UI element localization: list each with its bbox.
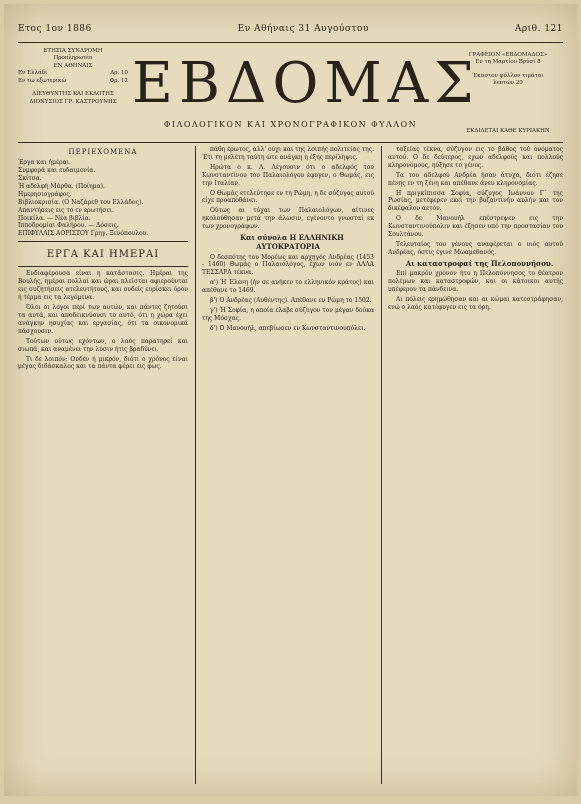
price-note: Έκαστον φύλλον τιμάται — [472, 72, 544, 79]
paragraph: ταξείας τέκνα, σύζυγον εις το βάθος τού ονόματος αυτού. Ο δε δεύτερος, εχων αδελφούς και πολλούς κληρονόμους, ηύξησε το γένος. — [388, 146, 563, 169]
paragraph: Όλοι οι λόγοι περί των αυτών, και πάντες ζητούσι τα αυτά, και αποδεικνύουσι το αυτό, ότι η χώρα έχει ανάγκην ησυχίας και εργασίας, ότι τα οικονομικά πάσχουσιν. — [18, 304, 188, 335]
masthead-title: ΕΒΔΟΜΑΣ — [132, 51, 480, 116]
list-item: Απαντήσεις εις το εν ερωτήσει. — [18, 206, 114, 214]
contents-title: ΠΕΡΙΕΧΟΜΕΝΑ — [68, 148, 138, 156]
paragraph: Ο δε Μανουήλ επέστρεψεν εις την Κωνσταντινούπολιν και έζησεν υπό την προστασίαν του Σουλτάνου. — [388, 215, 563, 239]
subscription-box — [18, 48, 128, 106]
paragraph: Επί μακρόν χρόνον ήτο η Πελοπόννησος το θέατρον πολέμων και καταστροφών, και οι κάτοικοι αυτής υπέφερον τα πάνδεινα. — [388, 270, 563, 293]
section-title: Και σύνολα Η ΕΛΛΗΝΙΚΗ ΑΥΤΟΚΡΑΤΟΡΙΑ — [240, 233, 344, 252]
paragraph: Τι δε λοιπόν; Ουδέν ή μικρόν, διότι ο χρόνος είναι μέγας διδάσκαλος και τα πάντα φέρει εις φως. — [18, 355, 188, 371]
paragraph: Ενδιαφέρουσα είναι η κατάστασις. Ημέραι της Βουλής, ημέραι πολλαί και ώραι πλείσται αφιερούνται εις συζητήσεις ατελευτήτους, και ουδείς ευρίσκει όρον ή τέρμα εις τα λεγόμενα. — [18, 270, 188, 302]
paragraph: α') Ή Έλενη (ήν σε ανήκεν το ελληνικόν κράτος) και απέθανε το 1469. — [202, 279, 374, 295]
list-item: Βιβλιοκρισία. (Ο Ναζάρεθ του Ελλάδος). — [18, 198, 144, 206]
office-title: ΓΡΑΦΕΙΟΝ «ΕΒΔΟΜΑΔΟΣ» — [468, 52, 548, 58]
paragraph: Τα του αδελφού Ανδρέα ήσαν άτυχα, διότι έζησε πένης εν τη ξένη και απέθανε άνευ κληρονομίας. — [388, 171, 563, 187]
paragraph: Τούτων ούτως εχόντων, ο λαός παρατηρεί και σιωπά, και αναμένει την λύσιν ήτις βραδύνει. — [18, 337, 188, 353]
newspaper-page — [4, 4, 577, 796]
section-title: ΕΡΓΑ ΚΑΙ ΗΜΕΡΑΙ — [46, 249, 160, 261]
paragraph: πάθη έρωτος, αλλ' ούχι και της λοιπής πολιτείας της. Έτι τη μελέτη ταύτη ώτε ανάγκη η έξης περίληψις. — [202, 146, 374, 161]
issue-number: Αριθ. 121 — [514, 24, 563, 34]
paragraph: Ο δεσπότης του Μορέως και αρχηγός Ανδρέας (1453 - 1460) Θωμάς ο Παλαιολόγος, έχων υιόν εν ΑΛΛΑ ΤΕΣΣΑΡΑ τέκνα. — [202, 253, 374, 277]
list-item: ΕΠΙΦΥΛΛΙΣ ΑΟΡΙΣΤΟΥ Γρηγ. Ξενόπουλου. — [18, 230, 149, 238]
price-value: λεπτών 20 — [493, 80, 523, 87]
column-divider — [195, 146, 196, 784]
paragraph: Η πριγκίπισσα Σοφία, σύζυγος Ιωάννου Γ΄ της Ρωσίας, μετέφερεν εκεί την βυζαντινήν αυλήν και τον δικέφαλον αετόν. — [388, 189, 563, 213]
paragraph: Ηρώτα ο κ. Λ. Λέγουσιν ότι ο αδελφός του Κωνσταντίνου του Παλαιολόγου έφυγεν, ο Θωμάς, εις την Ιταλίαν. — [202, 163, 374, 187]
header-rule — [18, 42, 563, 43]
contents-list — [18, 159, 188, 238]
list-item: Έργα και ήμέραι. — [18, 159, 71, 167]
paragraph: δ') Ο Μανουήλ, απεβίωσεν εν Κωνσταντινουπόλει. — [210, 324, 366, 332]
list-item: Συμφορά και ευδαιμονία. — [18, 167, 96, 175]
office-box — [453, 52, 563, 88]
subscription-title: ΕΤΗΣΙΑ ΣΥΝΔΡΟΜΗ — [43, 48, 103, 54]
header-line — [18, 24, 563, 34]
paragraph: γ') Ή Σοφία, η οποία έλαβε σύζυγον τον μέγαν δούκα της Μόσχας. — [202, 306, 374, 322]
paragraph: Τελευταίος του γένους αναφέρεται ο υιός αυτού Ανδρέας, όστις έγινε Μωαμεθανός. — [388, 240, 563, 256]
price-row: Εν τω εξωτερικώ Φρ. 12 — [18, 77, 128, 84]
subscription-place: ΕΝ ΑΘΗΝΑΙΣ — [53, 62, 93, 69]
subscription-note: Προπληρωτέα — [53, 55, 93, 62]
column-3 — [388, 146, 563, 784]
divider — [18, 241, 188, 242]
column-divider — [381, 146, 382, 784]
paragraph: β') Ο Ανδρέας (Αυθέντης). Απέθανε εν Ρώμη το 1502. — [210, 297, 372, 305]
section-title: Αι καταστροφαί της Πελοποννήσου. — [405, 258, 554, 268]
year-label: Ετος 1ον 1886 — [18, 24, 92, 34]
column-2 — [202, 146, 374, 784]
editor-name: ΔΙΟΝΥΣΙΟΣ ΓΡ. ΚΑΣΤΡΟΥΝΗΣ — [29, 98, 117, 105]
paragraph: Ο Θωμάς ετελεύτησε εν τη Ρώμη, η δε σύζυγος αυτού είχε προαποθάνει. — [202, 189, 374, 205]
list-item: Ιπποδρομίαι Φαλήρου. — Δόσεις. — [18, 222, 119, 230]
paragraph: Αι πόλεις ερημώθησαν και αι κώμαι κατεστράφησαν, ενώ ο λαός κατέφυγεν εις τα όρη. — [388, 295, 563, 311]
list-item: Σκίτσα. — [18, 175, 42, 183]
masthead-subtitle: ΦΙΛΟΛΟΓΙΚΟΝ ΚΑΙ ΧΡΟΝΟΓΡΑΦΙΚΟΝ ΦΥΛΛΟΝ — [163, 120, 418, 129]
office-address: Εν τη Μαρτίου Βρύσι 8 — [475, 59, 541, 66]
column-1 — [18, 146, 188, 784]
paragraph: Ούτως αι τύχαι των Παλαιολόγων, αίτινες ηκολούθησαν μετά την άλωσιν, εγένοντο γνωσταί εκ των χρονογράφων. — [202, 207, 374, 231]
place-date: Εν Αθήναις 31 Αυγούστου — [237, 24, 369, 34]
masthead-rule — [18, 142, 563, 143]
list-item: Ημερησιογράφος. — [18, 190, 72, 198]
list-item: Ή αδελφή Μάρθα. (Ποίημα). — [18, 182, 105, 190]
publication-note: ΕΚΔΙΔΕΤΑΙ ΚΑΘΕ ΚΥΡΙΑΚΗΝ — [466, 128, 550, 134]
price-row: Εν Ελλάδι Δρ. 10 — [18, 70, 128, 77]
editor-title: ΔΙΕΥΘΥΝΤΗΣ ΚΑΙ ΕΚΔΟΤΗΣ — [32, 91, 114, 98]
list-item: Ποικίλα. — Νέα βιβλία. — [18, 214, 91, 222]
divider — [18, 266, 188, 267]
